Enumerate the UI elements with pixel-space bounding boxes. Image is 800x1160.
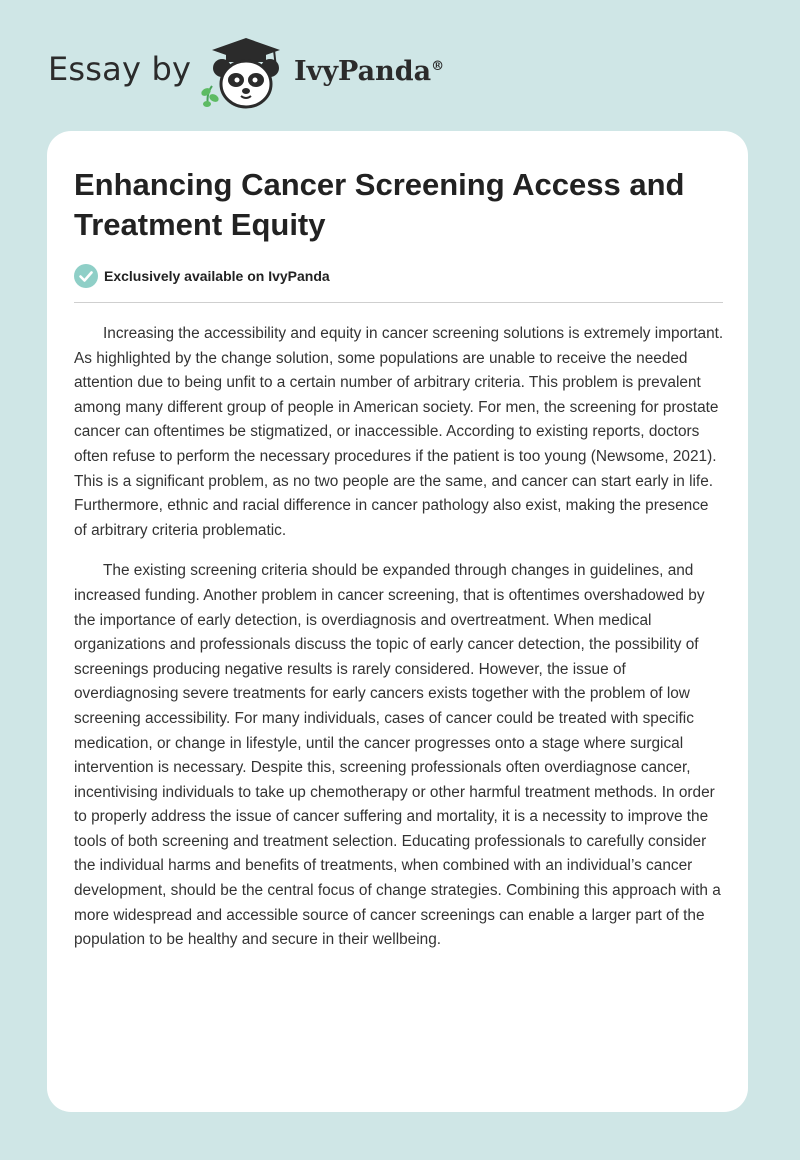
ivypanda-wordmark [294,56,444,87]
page-title: Enhancing Cancer Screening Access and Treatment Equity [74,167,685,242]
brand-header[interactable] [48,36,488,112]
paragraph: Increasing the accessibility and equity in cancer screening solutions is extremely important. As highlighted by the change solution, some populations are unable to receive the needed attention due to being unfit to a certain number of arbitrary criteria. This problem is prevalent among many different group of people in American society. For men, the screening for prostate cancer can oftentimes be stigmatized, or inaccessible. According to existing reports, doctors often refuse to perform the necessary procedures if the patient is too young (Newsome, 2021). This is a significant problem, as no two people are the same, and cancer can start early in life. Furthermore, ethnic and racial difference in cancer pathology also exist, making the presence of arbitrary criteria problematic. [74,325,724,539]
badge-label: Exclusively available on IvyPanda [104,268,330,284]
essay-by-label: Essay by [48,50,192,88]
paragraph: The existing screening criteria should be expanded through changes in guidelines, and increased funding. Another problem in cancer screening, that is oftentimes overshadowed by the importance of early detection, is overdiagnosis and overtreatment. When medical organizations and professionals discuss the topic of early cancer detection, the possibility of screenings producing negative results is rarely considered. However, the issue of overdiagnosing severe treatments for early cancers exists together with the problem of low screening accessibility. For many individuals, cases of cancer could be treated with specific medication, or change in lifestyle, until the cancer progresses onto a stage where surgical intervention is necessary. Despite this, screening professionals often overdiagnose cancer, incentivising individuals to take up chemotherapy or other harmful treatment methods. In order to properly address the issue of cancer suffering and mortality, it is a necessity to improve the tools of both screening and treatment selection. Educating professionals to carefully consider the individual harms and benefits of treatments, when combined with an individual’s cancer development, should be the central focus of change strategies. Combining this approach with a more widespread and accessible source of cancer screenings can enable a larger part of the population to be healthy and secure in their wellbeing. [74,562,721,949]
registered-mark: ® [431,59,445,74]
check-circle-icon [74,264,98,288]
brand-name: IvyPanda [294,56,432,87]
divider [74,302,723,303]
essay-card [47,131,748,1112]
essay-body [74,322,724,969]
panda-logo-icon [198,36,294,112]
